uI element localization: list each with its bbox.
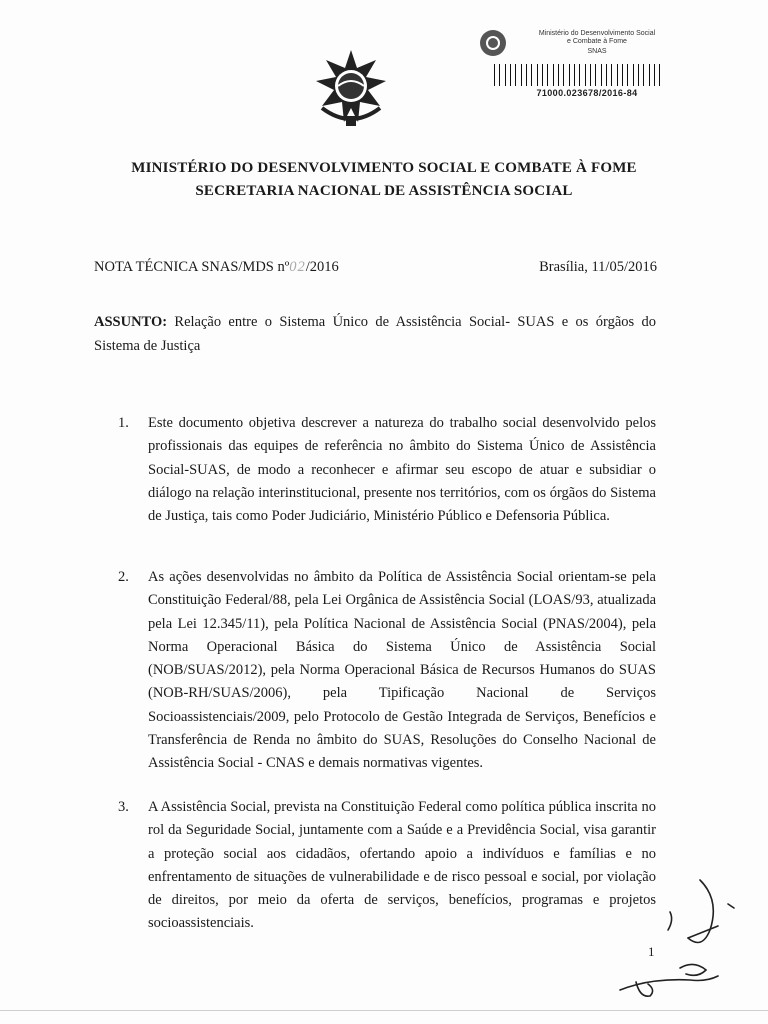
place-date: Brasília, 11/05/2016 <box>539 259 657 275</box>
note-prefix: NOTA TÉCNICA SNAS/MDS nº <box>94 259 290 275</box>
paragraph-text: A Assistência Social, prevista na Constituição Federal como política pública inscrita no rol da Seguridade Social, juntamente com a Saúde e a Previdência Social, visa garantir a proteção social aos cidadãos, ofertando apoio a indivíduos e famílias e no enfrentamento de situações de vulnerabilidade e de risco pessoal e social, por violação de direitos, por meio da oferta de serviços, benefícios, programas e projetos socioassistenciais. <box>148 799 656 932</box>
barcode-icon <box>494 64 664 86</box>
paragraph-text: As ações desenvolvidas no âmbito da Política de Assistência Social orientam-se pela Constituição Federal/88, pela Lei Orgânica de Assistência Social (LOAS/93, atualizada pela Lei 12.345/11), pela Política Nacional de Assistência Social (PNAS/2004), pela Norma Operacional Básica do Sistema Único de Assistência Social (NOB/SUAS/2012), pela Norma Operacional Básica de Recursos Humanos do SUAS (NOB-RH/SUAS/2006), pela Tipificação Nacional de Serviços Socioassistenciais/2009, pelo Protocolo de Gestão Integrada de Serviços, Benefícios e Transferência de Renda no âmbito do SUAS, Resoluções do Conselho Nacional de Assistência Social - CNAS e demais normativas vigentes. <box>148 569 656 772</box>
handwritten-signature-icon <box>610 860 760 1020</box>
note-suffix: /2016 <box>305 259 339 275</box>
paragraph-number: 1. <box>118 415 129 431</box>
paragraph-number: 3. <box>118 799 129 815</box>
stamp-seal-icon <box>478 28 508 58</box>
paragraph-text: Este documento objetiva descrever a natureza do trabalho social desenvolvido pelos profissionais das equipes de referência no âmbito do Sistema Único de Assistência Social-SUAS, de modo a reconhecer e afirmar seu escopo de atuar e subsidiar o diálogo na relação interinstitucional, presente nos territórios, com os órgãos do Sistema de Justiça, tais como Poder Judiciário, Ministério Público e Defensoria Pública. <box>148 415 656 525</box>
protocol-number: 71000.023678/2016-84 <box>536 88 638 98</box>
note-handwritten-number: 02 <box>289 259 306 275</box>
subject-label: ASSUNTO: <box>94 314 168 330</box>
note-identifier <box>94 259 339 276</box>
paragraph-number: 2. <box>118 569 129 585</box>
secretariat-heading: SECRETARIA NACIONAL DE ASSISTÊNCIA SOCIAL <box>195 183 573 199</box>
page-edge-divider <box>0 1010 768 1011</box>
stamp-line-1: Ministério do Desenvolvimento Social <box>538 30 656 37</box>
brazil-coat-of-arms-icon <box>308 46 394 132</box>
protocol-stamp <box>472 24 672 108</box>
stamp-line-3: SNAS <box>587 48 607 55</box>
ministry-heading: MINISTÉRIO DO DESENVOLVIMENTO SOCIAL E COMBATE À FOME <box>131 160 637 176</box>
subject-text: Relação entre o Sistema Único de Assistência Social- SUAS e os órgãos do Sistema de Justiça <box>94 314 656 354</box>
page-number: 1 <box>648 944 655 959</box>
stamp-line-2: e Combate à Fome <box>567 38 627 45</box>
subject <box>94 310 656 358</box>
